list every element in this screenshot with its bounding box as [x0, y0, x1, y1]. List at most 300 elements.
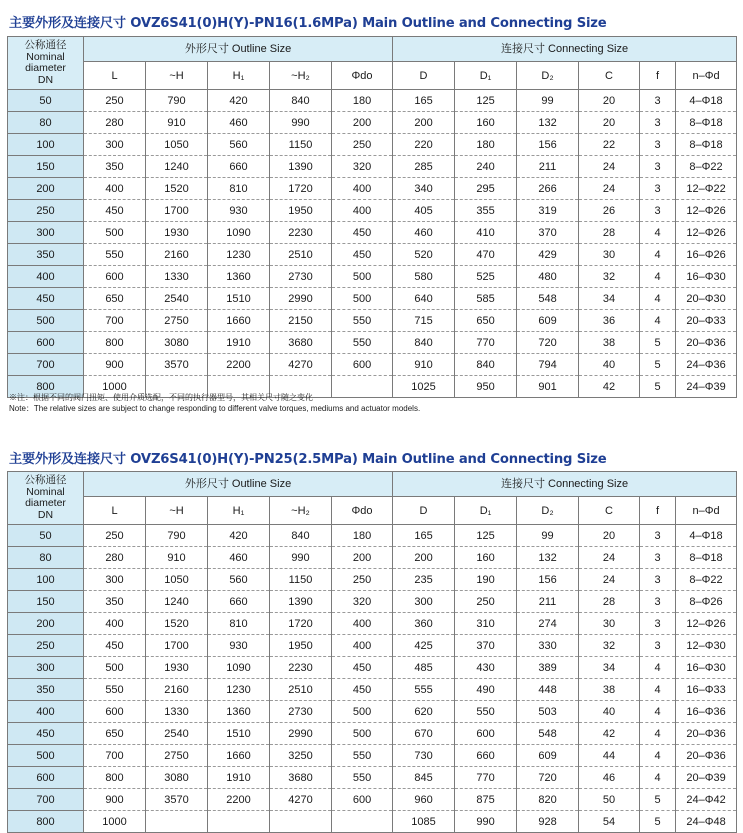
table-row: [8, 354, 737, 376]
value-cell: 28: [579, 591, 640, 613]
value-cell: 24: [579, 178, 640, 200]
value-cell: 38: [579, 332, 640, 354]
column-header: f: [640, 497, 676, 525]
value-cell: 5: [640, 789, 676, 811]
value-cell: 550: [332, 745, 393, 767]
value-cell: 300: [84, 569, 146, 591]
table-notes: [9, 392, 420, 414]
value-cell: 16–Φ33: [676, 679, 737, 701]
value-cell: 2990: [270, 723, 332, 745]
value-cell: 600: [84, 266, 146, 288]
dn-cell: 350: [8, 244, 84, 266]
value-cell: 5: [640, 811, 676, 833]
value-cell: 99: [517, 525, 579, 547]
value-cell: 1720: [270, 613, 332, 635]
value-cell: 910: [146, 547, 208, 569]
value-cell: 8–Φ18: [676, 134, 737, 156]
table-row: [8, 613, 737, 635]
value-cell: 310: [455, 613, 517, 635]
column-header: ~H: [146, 62, 208, 90]
value-cell: 3: [640, 134, 676, 156]
value-cell: 330: [517, 635, 579, 657]
table-row: [8, 134, 737, 156]
value-cell: 250: [84, 90, 146, 112]
value-cell: 1050: [146, 569, 208, 591]
value-cell: 2150: [270, 310, 332, 332]
value-cell: 22: [579, 134, 640, 156]
value-cell: 560: [208, 134, 270, 156]
table-row: [8, 767, 737, 789]
value-cell: 16–Φ36: [676, 701, 737, 723]
value-cell: 1660: [208, 310, 270, 332]
value-cell: 1025: [393, 376, 455, 398]
dn-cell: 600: [8, 767, 84, 789]
value-cell: 1520: [146, 613, 208, 635]
value-cell: 548: [517, 723, 579, 745]
note-english: Note：The relative sizes are subject to change responding to different valve torques, mediums and actuator models.: [9, 404, 421, 413]
value-cell: 4270: [270, 354, 332, 376]
table-row: [8, 288, 737, 310]
value-cell: 250: [84, 525, 146, 547]
table-row: [8, 635, 737, 657]
value-cell: 620: [393, 701, 455, 723]
value-cell: 220: [393, 134, 455, 156]
value-cell: 1950: [270, 200, 332, 222]
value-cell: 319: [517, 200, 579, 222]
dn-cell: 350: [8, 679, 84, 701]
table-row: [8, 222, 737, 244]
column-header: D: [393, 497, 455, 525]
value-cell: 1360: [208, 266, 270, 288]
value-cell: 8–Φ22: [676, 569, 737, 591]
table-row: [8, 90, 737, 112]
value-cell: 600: [332, 354, 393, 376]
value-cell: 3: [640, 178, 676, 200]
value-cell: 3: [640, 156, 676, 178]
value-cell: 500: [332, 266, 393, 288]
value-cell: 1910: [208, 767, 270, 789]
value-cell: 42: [579, 723, 640, 745]
column-header: n–Φd: [676, 62, 737, 90]
value-cell: 790: [146, 90, 208, 112]
value-cell: 1240: [146, 156, 208, 178]
value-cell: 2230: [270, 657, 332, 679]
value-cell: 1390: [270, 591, 332, 613]
value-cell: 165: [393, 90, 455, 112]
table-row: [8, 789, 737, 811]
dn-cell: 50: [8, 525, 84, 547]
size-table-pn25: [7, 471, 737, 833]
dn-cell: 700: [8, 354, 84, 376]
value-cell: 20–Φ30: [676, 288, 737, 310]
value-cell: 400: [332, 613, 393, 635]
table-row: [8, 657, 737, 679]
value-cell: 266: [517, 178, 579, 200]
value-cell: 1360: [208, 701, 270, 723]
value-cell: 36: [579, 310, 640, 332]
value-cell: 600: [84, 701, 146, 723]
table-row: [8, 547, 737, 569]
value-cell: 1720: [270, 178, 332, 200]
table-row: [8, 701, 737, 723]
value-cell: 300: [393, 591, 455, 613]
value-cell: 16–Φ26: [676, 244, 737, 266]
dn-cell: 400: [8, 266, 84, 288]
table-row: [8, 745, 737, 767]
dn-cell: 600: [8, 332, 84, 354]
dn-cell: 700: [8, 789, 84, 811]
column-header: C: [579, 62, 640, 90]
dn-cell: 500: [8, 310, 84, 332]
dn-cell: 500: [8, 745, 84, 767]
value-cell: 24: [579, 569, 640, 591]
value-cell: 470: [455, 244, 517, 266]
column-header: ~H₂: [270, 497, 332, 525]
value-cell: 500: [84, 657, 146, 679]
value-cell: 400: [332, 635, 393, 657]
value-cell: 1660: [208, 745, 270, 767]
dn-cell: 80: [8, 112, 84, 134]
value-cell: 930: [208, 200, 270, 222]
size-table-pn16: [7, 36, 737, 398]
value-cell: 20: [579, 525, 640, 547]
value-cell: 990: [270, 112, 332, 134]
value-cell: 1930: [146, 222, 208, 244]
value-cell: 295: [455, 178, 517, 200]
value-cell: 600: [332, 789, 393, 811]
value-cell: 30: [579, 613, 640, 635]
value-cell: 700: [84, 745, 146, 767]
value-cell: 448: [517, 679, 579, 701]
value-cell: 3250: [270, 745, 332, 767]
dn-header-line: DN: [37, 73, 54, 86]
value-cell: 8–Φ26: [676, 591, 737, 613]
value-cell: 810: [208, 178, 270, 200]
dn-cell: 250: [8, 200, 84, 222]
value-cell: 3680: [270, 767, 332, 789]
value-cell: 3080: [146, 767, 208, 789]
value-cell: 555: [393, 679, 455, 701]
value-cell: 1090: [208, 222, 270, 244]
value-cell: 794: [517, 354, 579, 376]
value-cell: 2540: [146, 288, 208, 310]
value-cell: 4: [640, 288, 676, 310]
value-cell: 42: [579, 376, 640, 398]
dn-header-line: 公称通径: [24, 39, 67, 51]
value-cell: 20–Φ33: [676, 310, 737, 332]
value-cell: 2540: [146, 723, 208, 745]
value-cell: 200: [393, 547, 455, 569]
value-cell: 3: [640, 591, 676, 613]
table-title-pn16: 主要外形及连接尺寸 OVZ6S41(0)H(Y)-PN16(1.6MPa) Main Outline and Connecting Size: [9, 16, 607, 31]
column-header: D₁: [455, 497, 517, 525]
value-cell: 165: [393, 525, 455, 547]
column-header: D₂: [517, 62, 579, 90]
dn-cell: 100: [8, 134, 84, 156]
value-cell: 12–Φ26: [676, 613, 737, 635]
value-cell: 4–Φ18: [676, 90, 737, 112]
value-cell: 2230: [270, 222, 332, 244]
value-cell: 4: [640, 266, 676, 288]
dn-header-line: Nominal: [26, 485, 65, 498]
value-cell: 800: [84, 767, 146, 789]
value-cell: 285: [393, 156, 455, 178]
value-cell: 1950: [270, 635, 332, 657]
dn-cell: 800: [8, 376, 84, 398]
value-cell: 900: [84, 789, 146, 811]
dn-cell: 150: [8, 156, 84, 178]
value-cell: 125: [455, 525, 517, 547]
value-cell: 4: [640, 767, 676, 789]
value-cell: 4270: [270, 789, 332, 811]
value-cell: 370: [455, 635, 517, 657]
value-cell: 845: [393, 767, 455, 789]
value-cell: 1240: [146, 591, 208, 613]
value-cell: 2160: [146, 244, 208, 266]
table-row: [8, 723, 737, 745]
value-cell: 810: [208, 613, 270, 635]
value-cell: 44: [579, 745, 640, 767]
value-cell: 2200: [208, 354, 270, 376]
value-cell: 240: [455, 156, 517, 178]
dn-cell: 450: [8, 288, 84, 310]
value-cell: 900: [84, 354, 146, 376]
value-cell: 550: [84, 679, 146, 701]
value-cell: 5: [640, 332, 676, 354]
value-cell: 840: [270, 525, 332, 547]
dn-cell: 800: [8, 811, 84, 833]
column-header-row: [8, 497, 737, 525]
value-cell: 2990: [270, 288, 332, 310]
value-cell: 180: [455, 134, 517, 156]
value-cell: 840: [455, 354, 517, 376]
value-cell: 950: [455, 376, 517, 398]
value-cell: 770: [455, 767, 517, 789]
value-cell: 3: [640, 569, 676, 591]
value-cell: 875: [455, 789, 517, 811]
value-cell: 4–Φ18: [676, 525, 737, 547]
value-cell: 500: [332, 723, 393, 745]
value-cell: 910: [393, 354, 455, 376]
column-header: C: [579, 497, 640, 525]
dn-header-line: DN: [37, 508, 54, 521]
value-cell: 360: [393, 613, 455, 635]
value-cell: 200: [332, 112, 393, 134]
value-cell: 410: [455, 222, 517, 244]
value-cell: 132: [517, 547, 579, 569]
outline-size-header: 外形尺寸 Outline Size: [84, 37, 393, 62]
value-cell: 450: [332, 244, 393, 266]
table-body: [8, 525, 737, 833]
column-header: D₂: [517, 497, 579, 525]
value-cell: 1150: [270, 569, 332, 591]
value-cell: 3: [640, 547, 676, 569]
value-cell: 12–Φ22: [676, 178, 737, 200]
value-cell: 2750: [146, 310, 208, 332]
value-cell: 160: [455, 547, 517, 569]
value-cell: 4: [640, 745, 676, 767]
value-cell: 420: [208, 90, 270, 112]
value-cell: 840: [270, 90, 332, 112]
value-cell: 550: [455, 701, 517, 723]
value-cell: 460: [393, 222, 455, 244]
value-cell: 4: [640, 222, 676, 244]
column-header: n–Φd: [676, 497, 737, 525]
dn-cell: 450: [8, 723, 84, 745]
value-cell: 400: [332, 178, 393, 200]
value-cell: 8–Φ22: [676, 156, 737, 178]
dn-header-line: 公称通径: [24, 474, 67, 486]
table-row: [8, 569, 737, 591]
value-cell: 20–Φ36: [676, 723, 737, 745]
value-cell: 430: [455, 657, 517, 679]
value-cell: 32: [579, 635, 640, 657]
value-cell: 660: [208, 591, 270, 613]
value-cell: 503: [517, 701, 579, 723]
value-cell: 550: [84, 244, 146, 266]
value-cell: 1150: [270, 134, 332, 156]
value-cell: 24–Φ42: [676, 789, 737, 811]
dn-cell: 300: [8, 657, 84, 679]
value-cell: 200: [332, 547, 393, 569]
value-cell: 34: [579, 657, 640, 679]
value-cell: 350: [84, 156, 146, 178]
value-cell: 50: [579, 789, 640, 811]
table-row: [8, 266, 737, 288]
column-header: H₁: [208, 497, 270, 525]
value-cell: 389: [517, 657, 579, 679]
value-cell: 16–Φ30: [676, 266, 737, 288]
value-cell: 450: [84, 200, 146, 222]
value-cell: 1510: [208, 288, 270, 310]
value-cell: 5: [640, 376, 676, 398]
table-row: [8, 156, 737, 178]
value-cell: 525: [455, 266, 517, 288]
value-cell: 1330: [146, 701, 208, 723]
value-cell: 3: [640, 200, 676, 222]
value-cell: 30: [579, 244, 640, 266]
value-cell: 500: [84, 222, 146, 244]
value-cell: 1230: [208, 244, 270, 266]
value-cell: 20–Φ36: [676, 332, 737, 354]
column-header: L: [84, 62, 146, 90]
value-cell: 930: [208, 635, 270, 657]
value-cell: 720: [517, 332, 579, 354]
value-cell: 12–Φ26: [676, 200, 737, 222]
value-cell: 670: [393, 723, 455, 745]
value-cell: 250: [455, 591, 517, 613]
value-cell: 910: [146, 112, 208, 134]
value-cell: 400: [332, 200, 393, 222]
value-cell: 405: [393, 200, 455, 222]
value-cell: 1390: [270, 156, 332, 178]
value-cell: 450: [332, 679, 393, 701]
value-cell: 600: [455, 723, 517, 745]
value-cell: 26: [579, 200, 640, 222]
value-cell: 1090: [208, 657, 270, 679]
dn-cell: 150: [8, 591, 84, 613]
table-row: [8, 178, 737, 200]
dn-cell: 80: [8, 547, 84, 569]
value-cell: 609: [517, 310, 579, 332]
value-cell: 1000: [84, 811, 146, 833]
value-cell: 40: [579, 354, 640, 376]
value-cell: 2730: [270, 701, 332, 723]
value-cell: 4: [640, 310, 676, 332]
value-cell: 200: [393, 112, 455, 134]
outline-size-header: 外形尺寸 Outline Size: [84, 472, 393, 497]
value-cell: 3: [640, 112, 676, 134]
value-cell: 1330: [146, 266, 208, 288]
value-cell: 609: [517, 745, 579, 767]
value-cell: 429: [517, 244, 579, 266]
value-cell: 2730: [270, 266, 332, 288]
value-cell: 1520: [146, 178, 208, 200]
value-cell: 180: [332, 525, 393, 547]
value-cell: 2750: [146, 745, 208, 767]
table-row: [8, 112, 737, 134]
value-cell: 24–Φ36: [676, 354, 737, 376]
value-cell: 180: [332, 90, 393, 112]
value-cell: 350: [84, 591, 146, 613]
value-cell: 550: [332, 332, 393, 354]
value-cell: 20–Φ39: [676, 767, 737, 789]
value-cell: 460: [208, 112, 270, 134]
value-cell: 660: [208, 156, 270, 178]
value-cell: 720: [517, 767, 579, 789]
value-cell: 274: [517, 613, 579, 635]
value-cell: 650: [84, 288, 146, 310]
value-cell: 340: [393, 178, 455, 200]
value-cell: 132: [517, 112, 579, 134]
value-cell: 2200: [208, 789, 270, 811]
dn-header: [8, 37, 84, 90]
value-cell: 4: [640, 723, 676, 745]
value-cell: 8–Φ18: [676, 112, 737, 134]
dn-cell: 400: [8, 701, 84, 723]
value-cell: 2510: [270, 679, 332, 701]
value-cell: 300: [84, 134, 146, 156]
column-header: H₁: [208, 62, 270, 90]
value-cell: 901: [517, 376, 579, 398]
value-cell: 320: [332, 156, 393, 178]
value-cell: 715: [393, 310, 455, 332]
column-header: Φdo: [332, 497, 393, 525]
value-cell: 190: [455, 569, 517, 591]
table-row: [8, 679, 737, 701]
value-cell: 585: [455, 288, 517, 310]
value-cell: 400: [84, 178, 146, 200]
value-cell: 156: [517, 134, 579, 156]
value-cell: 550: [332, 310, 393, 332]
value-cell: 650: [455, 310, 517, 332]
value-cell: 370: [517, 222, 579, 244]
value-cell: 420: [208, 525, 270, 547]
value-cell: 28: [579, 222, 640, 244]
dn-cell: 200: [8, 178, 84, 200]
value-cell: 550: [332, 767, 393, 789]
dn-cell: 200: [8, 613, 84, 635]
value-cell: 99: [517, 90, 579, 112]
table-row: [8, 200, 737, 222]
value-cell: 820: [517, 789, 579, 811]
value-cell: 3: [640, 525, 676, 547]
value-cell: 2510: [270, 244, 332, 266]
value-cell: 1910: [208, 332, 270, 354]
column-header: D: [393, 62, 455, 90]
column-header: f: [640, 62, 676, 90]
value-cell: 12–Φ26: [676, 222, 737, 244]
